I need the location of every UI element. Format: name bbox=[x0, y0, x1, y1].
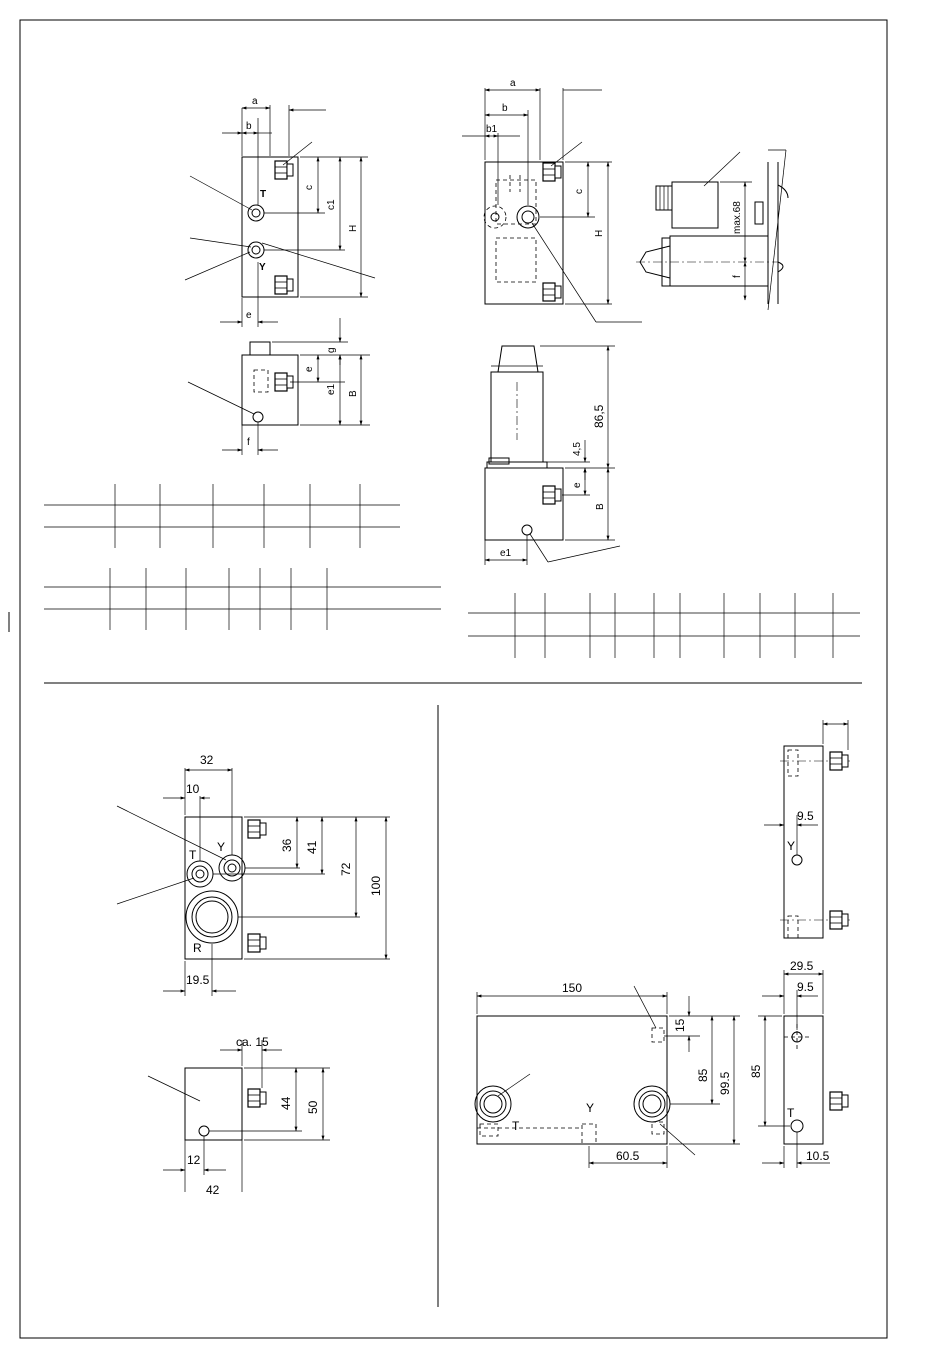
valve-body-outline bbox=[242, 157, 298, 297]
end-view-upper bbox=[764, 720, 850, 938]
dim-label-H: H bbox=[348, 224, 359, 232]
dim-label-g: g bbox=[326, 347, 337, 353]
valve-solenoid-side-view bbox=[485, 346, 620, 565]
dim-label-B-right: B bbox=[595, 503, 606, 510]
dim-label-f-right: f bbox=[732, 275, 743, 278]
end-view-lower bbox=[749, 959, 848, 1168]
dim-label-max68: max.68 bbox=[732, 201, 743, 234]
dim-label-b1: b1 bbox=[486, 124, 498, 135]
port-label-Y: Y bbox=[259, 262, 266, 273]
dim-label-e1-right: e1 bbox=[500, 548, 512, 559]
valve-front-view-b bbox=[462, 78, 642, 322]
dim-label-a: a bbox=[252, 96, 258, 107]
dim-label-19-5: 19.5 bbox=[186, 973, 210, 987]
dim-label-c-right: c bbox=[574, 189, 585, 194]
dimension-table-1 bbox=[44, 484, 400, 548]
dim-label-f: f bbox=[247, 437, 250, 448]
dim-label-85-plan: 85 bbox=[696, 1068, 710, 1082]
dim-label-29-5: 29.5 bbox=[790, 959, 814, 973]
valve-front-view-a bbox=[185, 96, 375, 327]
dim-label-42: 42 bbox=[206, 1183, 220, 1197]
dim-label-10-5: 10.5 bbox=[806, 1149, 830, 1163]
dim-label-10: 10 bbox=[186, 782, 200, 796]
dim-label-85-end: 85 bbox=[749, 1064, 763, 1078]
port-label-T-lower: T bbox=[787, 1106, 795, 1120]
block-side-view bbox=[148, 1035, 330, 1197]
dim-label-9-5-lower: 9.5 bbox=[797, 980, 814, 994]
dim-label-b: b bbox=[246, 121, 252, 132]
dim-label-50: 50 bbox=[306, 1100, 320, 1114]
dim-label-H-right: H bbox=[594, 229, 605, 237]
dim-label-a-right: a bbox=[510, 78, 516, 89]
dimension-table-2 bbox=[44, 568, 441, 630]
dim-label-9-5-upper: 9.5 bbox=[797, 809, 814, 823]
port-label-Y-block: Y bbox=[217, 840, 226, 854]
dim-label-41: 41 bbox=[305, 840, 319, 854]
dim-label-b-right: b bbox=[502, 103, 508, 114]
dim-label-86-5: 86,5 bbox=[592, 404, 606, 428]
dim-label-36: 36 bbox=[280, 838, 294, 852]
dim-label-72: 72 bbox=[339, 862, 353, 876]
dim-label-99-5: 99.5 bbox=[718, 1071, 732, 1095]
dim-label-c: c bbox=[304, 185, 315, 190]
dim-label-32: 32 bbox=[200, 753, 214, 767]
solenoid-side-view bbox=[636, 150, 788, 310]
dim-label-12: 12 bbox=[187, 1153, 201, 1167]
sheet-frame bbox=[20, 20, 887, 1338]
dim-label-e-right: e bbox=[572, 482, 583, 488]
manifold-plan-view bbox=[475, 981, 740, 1168]
dim-label-44: 44 bbox=[279, 1096, 293, 1110]
dim-label-100: 100 bbox=[369, 875, 383, 896]
port-label-Y-upper: Y bbox=[787, 839, 796, 853]
dim-label-4-5: 4,5 bbox=[572, 442, 583, 456]
dim-label-B: B bbox=[348, 390, 359, 397]
valve-side-view-a bbox=[188, 318, 370, 455]
block-front-view bbox=[117, 753, 390, 996]
dim-label-150: 150 bbox=[562, 981, 583, 995]
port-label-T-block: T bbox=[189, 848, 197, 862]
dim-label-15: 15 bbox=[673, 1018, 687, 1032]
dim-label-e-top: e bbox=[246, 310, 252, 321]
dim-label-e: e bbox=[304, 366, 315, 372]
port-label-R-block: R bbox=[193, 941, 202, 955]
port-label-T-manifold: T bbox=[512, 1119, 520, 1133]
dim-label-e1: e1 bbox=[326, 383, 337, 395]
dim-label-60-5: 60.5 bbox=[616, 1149, 640, 1163]
dim-label-c1: c1 bbox=[326, 199, 337, 210]
dim-label-ca15: ca. 15 bbox=[236, 1035, 269, 1049]
port-label-T: T bbox=[260, 189, 267, 200]
port-label-Y-manifold: Y bbox=[586, 1101, 595, 1115]
dimension-table-3 bbox=[468, 593, 860, 658]
